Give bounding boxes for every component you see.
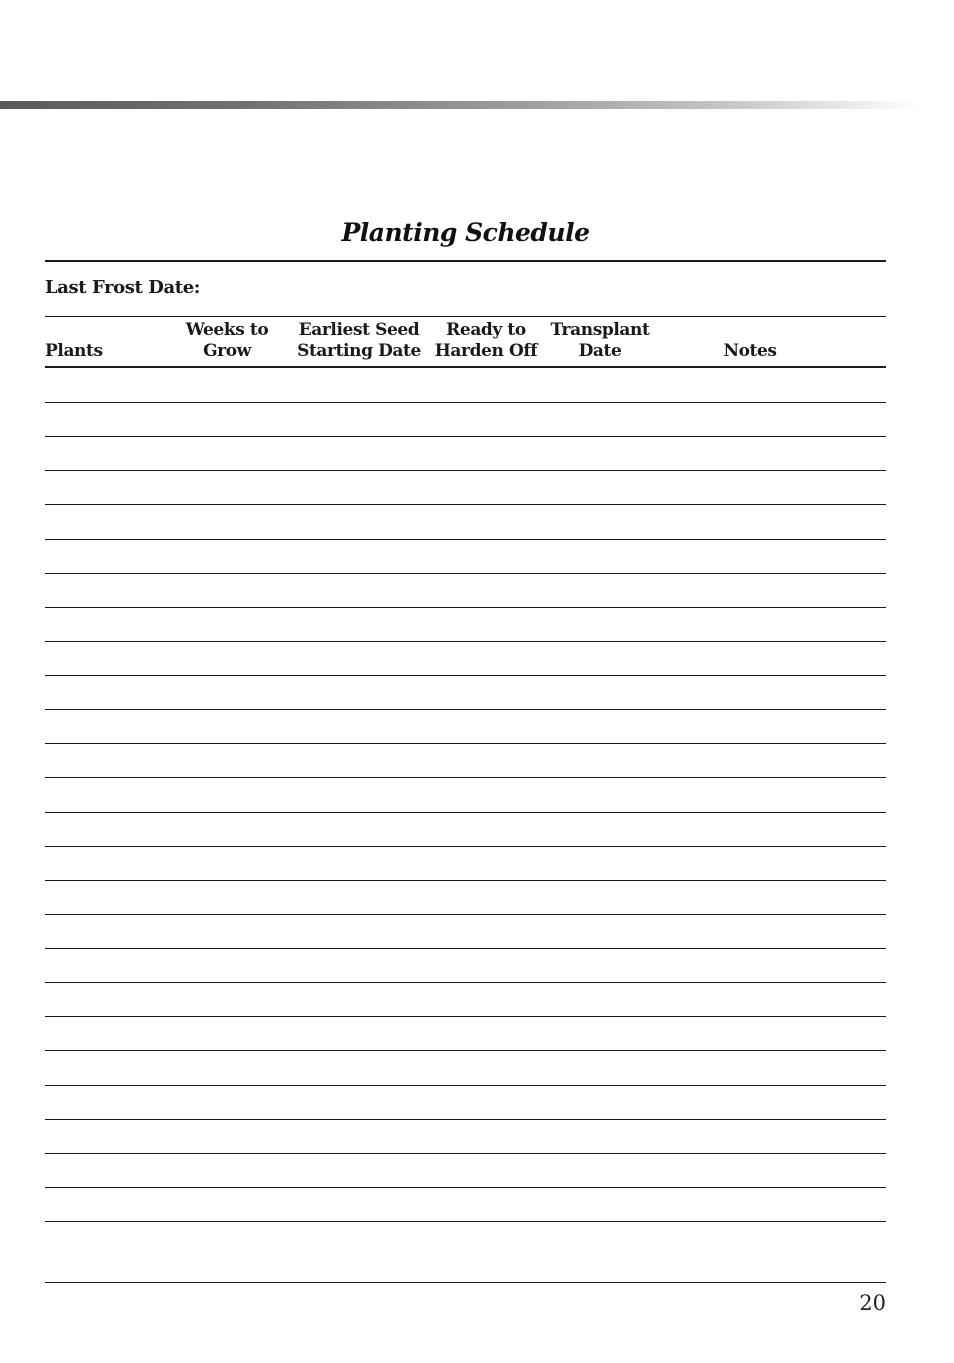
title-rule <box>45 260 886 262</box>
table-row-line <box>45 675 886 676</box>
column-header-ready-to-harden-off: Ready to Harden Off <box>434 320 538 361</box>
table-row-line <box>45 641 886 642</box>
table-row-line <box>45 777 886 778</box>
last-frost-date-label: Last Frost Date: <box>45 277 200 298</box>
page-number: 20 <box>859 1291 886 1315</box>
table-row-line <box>45 573 886 574</box>
table-row-line <box>45 914 886 915</box>
table-row-line <box>45 1085 886 1086</box>
column-header-plants: Plants <box>45 341 103 361</box>
table-row-line <box>45 948 886 949</box>
table-row-line <box>45 1016 886 1017</box>
column-header-transplant-date: Transplant Date <box>550 320 650 361</box>
table-row-line <box>45 846 886 847</box>
table-row-line <box>45 982 886 983</box>
table-row-line <box>45 1119 886 1120</box>
table-row-line <box>45 436 886 437</box>
table-row-line <box>45 402 886 403</box>
table-row-line <box>45 539 886 540</box>
table-row-line <box>45 470 886 471</box>
table-row-line <box>45 1153 886 1154</box>
bottom-rule <box>45 1282 886 1283</box>
column-header-weeks-to-grow: Weeks to Grow <box>185 320 269 361</box>
table-row-line <box>45 743 886 744</box>
column-header-earliest-seed-starting-date: Earliest Seed Starting Date <box>297 320 421 361</box>
table-row-line <box>45 812 886 813</box>
table-row-line <box>45 709 886 710</box>
page-title: Planting Schedule <box>341 218 590 247</box>
column-header-notes: Notes <box>723 341 777 361</box>
table-row-line <box>45 607 886 608</box>
table-row-line <box>45 1187 886 1188</box>
header-rule <box>45 366 886 368</box>
table-row-line <box>45 1221 886 1222</box>
table-row-line <box>45 880 886 881</box>
header-gradient-bar <box>0 101 920 109</box>
frost-rule <box>45 316 886 317</box>
table-row-line <box>45 504 886 505</box>
table-row-line <box>45 1050 886 1051</box>
